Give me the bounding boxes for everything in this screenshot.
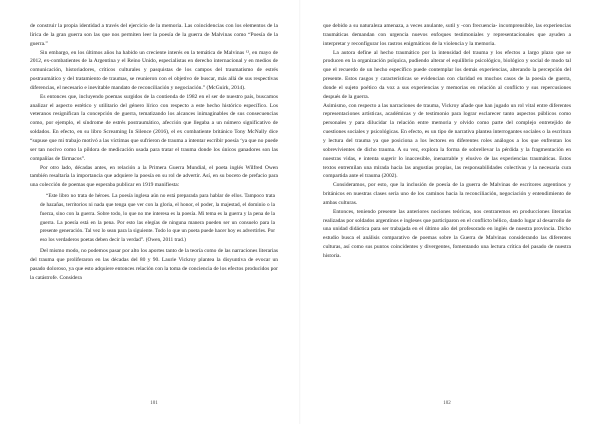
page-number: 101 <box>150 401 158 406</box>
block-quote: “Este libro no trata de héroes. La poesía inglesa aún no está preparada para hablar de ellos. Tampoco trata de hazañas, territorios ni nada que tenga que ver con la gloria, el honor, el poder, la majestad, el dominio o la fuerza, sino con la guerra. Sobre todo, lo que no me interesa es la poesía. Mi tema es la guerra y la pena de la guerra. La poesía está en la pena. Por esto las elegías de ninguna manera pueden ser un consuelo para la presente generación. Tal vez lo sean para la siguiente. Todo lo que un poeta puede hacer hoy es advertirles. Por eso los verdaderos poetas deben decir la verdad”. (Owen, 2011 trad.) <box>40 193 275 244</box>
right-page <box>323 22 571 406</box>
left-page <box>30 22 278 406</box>
paragraph: La autora define al hecho traumático por la intensidad del trauma y los efectos a largo plazo que se producen en la organización psíquica, pudiendo alterar el equilibrio psicológico, biológico y social de modo tal que el recuerdo de un hecho específico puede contemplar los demás experiencias, alterando la percepción del presente. Estos rasgos y características se evidencian con claridad en muchos casos de la poesía de guerra, donde el sujeto poético da voz a sus experiencias y memorias en relación al conflicto y sus repercusiones después de la guerra. <box>323 49 571 100</box>
paragraph: Entonces, teniendo presente las anteriores nociones teóricas, nos centraremos en producciones literarias realizadas por soldados argentinos e ingleses que participaron en el conflicto bélico, dando lugar al desarrollo de una unidad didáctica para ser trabajada en el último año del profesorado en inglés de nuestra provincia. Dicho estudio busca el análisis comparativo de poemas sobre la Guerra de Malvinas considerando las diferentes culturas, así como sus puntos coincidentes y divergentes, fomentando una lectura crítica del pasado de nuestra historia. <box>323 208 571 259</box>
paragraph: Consideramos, por esto, que la inclusión de poesía de la guerra de Malvinas de escritores argentinos y británicos en nuestras clases sería uno de los caminos hacia la reconciliación, negociación y entendimiento de ambas culturas. <box>323 182 571 206</box>
right-page-body <box>323 22 571 261</box>
left-page-body <box>30 22 278 282</box>
paragraph: Del mismo modo, no podemos pasar por alto los aportes tanto de la teoría como de las narraciones literarias del trauma que proliferaron en las décadas del 80 y 90. Laurie Vickroy plantea la disyuntiva de evocar un pasado doloroso, ya que esto adquiere entonces relación con la toma de conciencia de los efectos producidos por la catástrofe. Considera <box>30 248 278 281</box>
paragraph: Por otro lado, décadas antes, en relación a la Primera Guerra Mundial, el poeta inglés Wilfred Owen también resaltaría la importancia que adquiere la poesía en su rol de advertir. Así, en su boceto de prefacio para una colección de poemas que esperaba publicar en 1919 manifiesta: <box>30 164 278 189</box>
paragraph: de construir la propia identidad a través del ejercicio de la memoria. Las coincidencias con los elementos de la lírica de la gran guerra son las que nos permiten leer la poesía de la guerra de Malvinas como “Poesía de la guerra.” <box>30 23 278 47</box>
book-gutter <box>299 0 301 424</box>
paragraph: Sin embargo, en los últimos años ha habido un creciente interés en la temática de Malvinas ¹², en mayo de 2012, ex-combatientes de la Argentina y el Reino Unido, especialistas en derecho internacional y en medios de comunicación, historiadores, críticos culturales y pasquistas de los campos del traumatismo de estrés postraumático y del tratamiento de traumas, se reunieron con el objetivo de buscar, más allá de sus respectivas diferencias, el necesario e inevitable mandato de reconciliación y negociación.” (McGuirk, 2014). <box>30 49 278 91</box>
page-number: 102 <box>443 401 451 406</box>
paragraph: que debido a su naturaleza amenaza, a veces anulante, sutil y -con frecuencia- incomprensible, las experiencias traumáticas demandan con urgencia nuevos enfoques testimoniales y representacionales que ayuden a interpretar y reconfigurar los rastros enigmáticos de la violencia y la memoria. <box>323 23 571 47</box>
paragraph: Asimismo, con respecto a las narraciones de trauma, Vickroy añade que han jugado un rol vital entre diferentes representaciones artísticas, académicas y de testimonio para lograr esclarecer tanto aspectos públicos como personales y para dilucidar la relación entre memoria y olvido como parte del complejo entretejido de cuestiones sociales y psicológicas. En efecto, es un tipo de narrativa plantea interrogantes sociales o la escritura y lectura del trauma ya que posiciona a los lectores en diferentes roles análogos a los que enfrentan los sobrevivientes de dicho trauma. A su vez, explora la forma de sobrellevar la pérdida y la fragmentación en nuestras vidas, e intenta sugerir lo inaccesible, inenarrable y elusivo de las experiencias traumáticas. Estos textos entremilan una mirada hacia las angustias propias, las responsabilidades colectivas y la necesaria cura compartida ante el trauma (2002). <box>323 102 571 180</box>
paragraph: Es entonces que, incluyendo poemas surgidos de la contienda de 1982 en el ser de nuestro país, buscamos analizar el aspecto estético y utilitario del género lírico con respecto a este hecho histórico específico. Los veteranos resignifican la concepción de guerra, tematizando los alcances inimaginables de sus consecuencias como, por ejemplo, el síndrome de estrés postraumático, afección que llegaba a un número significativo de soldados. En efecto, en su libro Screaming In Silence (2016), el ex combatiente británico Tony McNally dice “supuse que mi trabajo motivó a las víctimas que sufrieron de trauma a intentar escribir poesía ‘ya que no puede ser tan nocivo como la píldora de medicación usada para tratar el trauma donde los únicos ganadores son las compañías de fármacos”. <box>30 93 278 162</box>
